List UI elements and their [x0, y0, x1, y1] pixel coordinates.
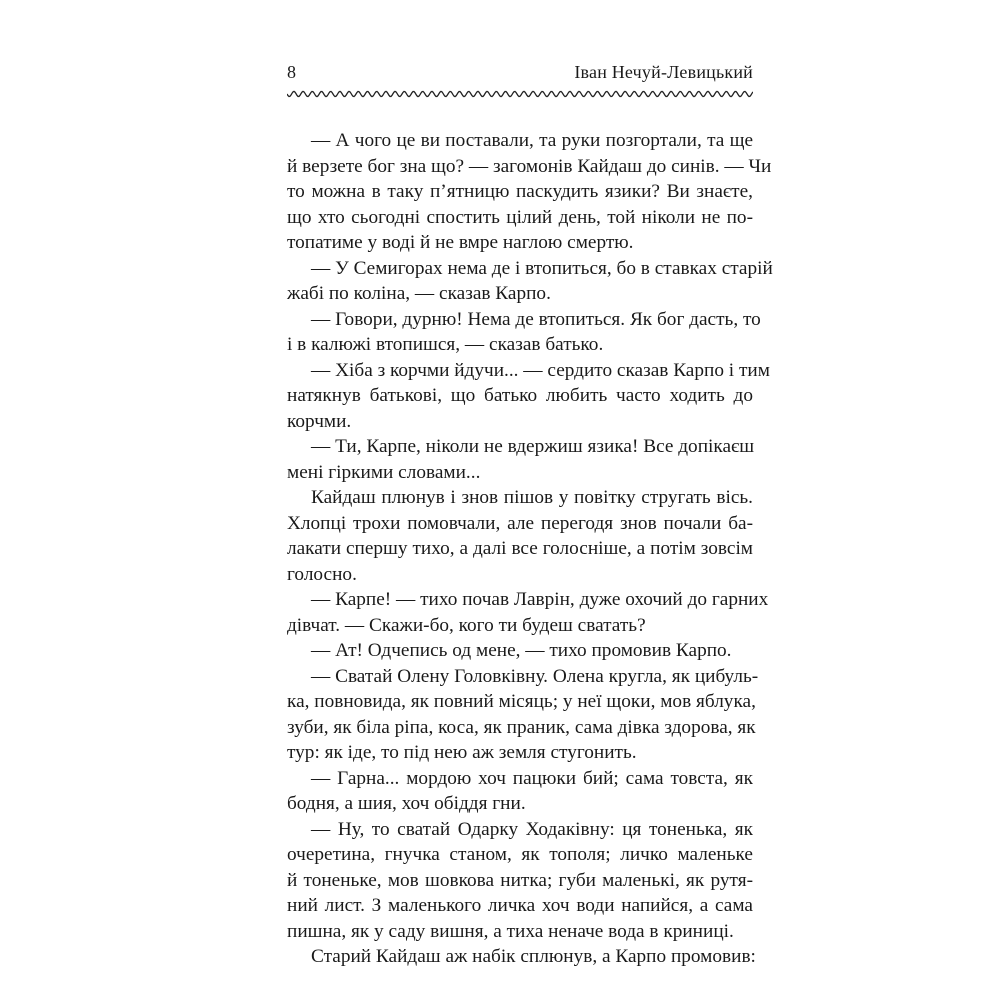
text-line: лакати спершу тихо, а далі все голосніше, а потім зовсім	[287, 538, 753, 559]
text-line: — А чого це ви поставали, та руки позгортали, та ще	[311, 130, 753, 151]
text-line: дівчат. — Скажи-бо, кого ти будеш сватать?	[287, 614, 646, 636]
text-line: й верзете бог зна що? — загомонів Кайдаш до синів. — Чи	[287, 155, 772, 177]
text-line: пишна, як у саду вишня, а тиха неначе вода в криниці.	[287, 920, 734, 942]
text-line: мені гіркими словами...	[287, 461, 481, 483]
text-line: — Хіба з корчми йдучи... — сердито сказав Карпо і тим	[311, 359, 770, 381]
text-line: тур: як іде, то під нею аж земля стугонить.	[287, 742, 637, 763]
text-line: ка, повновида, як повний місяць; у неї щоки, мов яблука,	[287, 691, 756, 712]
text-line: й тоненьке, мов шовкова нитка; губи маленькі, як рутя-	[287, 869, 753, 891]
text-line: топатиме у воді й не вмре наглою смертю.	[287, 232, 634, 253]
text-line: що хто сьогодні спостить цілий день, той ніколи не по-	[287, 206, 753, 228]
text-line: — Ат! Одчепись од мене, — тихо промовив Карпо.	[311, 640, 732, 661]
text-line: бодня, а шия, хоч обіддя гни.	[287, 793, 526, 814]
text-line: Старий Кайдаш аж набік сплюнув, а Карпо промовив:	[311, 946, 756, 967]
text-line: натякнув батькові, що батько любить часто ходить до	[287, 385, 753, 406]
text-line: ний лист. З маленького личка хоч води напийся, а сама	[287, 895, 753, 916]
text-line: корчми.	[287, 410, 352, 432]
text-line: — Ну, то сватай Одарку Ходаківну: ця тоненька, як	[311, 818, 753, 840]
text-line: — Сватай Олену Головківну. Олена кругла, як цибуль-	[311, 665, 759, 687]
text-line: зуби, як біла ріпа, коса, як праник, сама дівка здорова, як	[287, 716, 756, 738]
text-line: голосно.	[287, 563, 357, 585]
page-header	[287, 62, 753, 88]
text-line: — Гарна... мордою хоч пацюки бий; сама товста, як	[311, 767, 753, 789]
text-line: Хлопці трохи помовчали, але перегодя знов почали ба-	[287, 512, 753, 534]
text-line: — У Семигорах нема де і втопиться, бо в ставках старій	[311, 257, 773, 279]
text-line: Кайдаш плюнув і знов пішов у повітку стругать вісь.	[311, 487, 753, 508]
text-line: — Говори, дурню! Нема де втопиться. Як бог дасть, то	[311, 308, 761, 330]
text-line: очеретина, гнучка станом, як тополя; личко маленьке	[287, 844, 753, 865]
text-line: то можна в таку п’ятницю паскудить язики? Ви знаєте,	[287, 181, 753, 202]
page-number: 8	[287, 62, 297, 82]
text-line: — Карпе! — тихо почав Лаврін, дуже охочий до гарних	[311, 589, 769, 610]
wavy-divider	[287, 88, 753, 100]
text-line: жабі по коліна, — сказав Карпо.	[287, 283, 551, 304]
text-line: і в калюжі втопишся, — сказав батько.	[287, 334, 604, 355]
body-text	[287, 128, 773, 970]
running-head-author: Іван Нечуй-Левицький	[574, 62, 753, 82]
text-line: — Ти, Карпе, ніколи не вдержиш язика! Все допікаєш	[311, 436, 755, 457]
